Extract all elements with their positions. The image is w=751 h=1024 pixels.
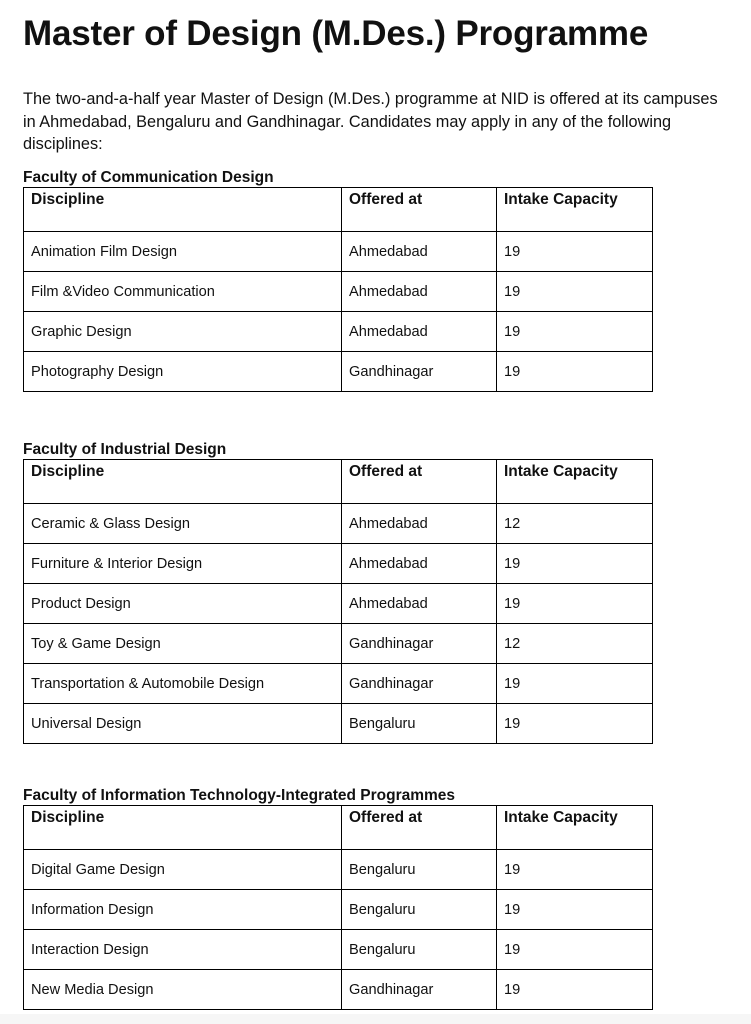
cell-discipline: Graphic Design [24, 312, 342, 352]
cell-intake: 12 [497, 504, 653, 544]
column-header-discipline: Discipline [24, 188, 342, 232]
cell-intake: 19 [497, 850, 653, 890]
table-it-integrated-programmes [23, 805, 653, 1010]
cell-offered-at: Gandhinagar [342, 352, 497, 392]
cell-intake: 19 [497, 890, 653, 930]
column-header-offered-at: Offered at [342, 460, 497, 504]
cell-discipline: Photography Design [24, 352, 342, 392]
table-row [24, 704, 653, 744]
table-row [24, 850, 653, 890]
cell-intake: 19 [497, 352, 653, 392]
cell-offered-at: Gandhinagar [342, 624, 497, 664]
column-header-discipline: Discipline [24, 806, 342, 850]
cell-intake: 12 [497, 624, 653, 664]
cell-discipline: Information Design [24, 890, 342, 930]
column-header-discipline: Discipline [24, 460, 342, 504]
table-row [24, 930, 653, 970]
section-heading-communication: Faculty of Communication Design [23, 169, 274, 186]
cell-intake: 19 [497, 272, 653, 312]
cell-discipline: Universal Design [24, 704, 342, 744]
cell-discipline: Interaction Design [24, 930, 342, 970]
cell-offered-at: Ahmedabad [342, 544, 497, 584]
cell-intake: 19 [497, 544, 653, 584]
table-row [24, 272, 653, 312]
column-header-offered-at: Offered at [342, 806, 497, 850]
table-header-row [24, 806, 653, 850]
column-header-intake-capacity: Intake Capacity [497, 806, 653, 850]
cell-intake: 19 [497, 930, 653, 970]
table-row [24, 624, 653, 664]
table-header-row [24, 188, 653, 232]
cell-intake: 19 [497, 970, 653, 1010]
cell-intake: 19 [497, 664, 653, 704]
column-header-offered-at: Offered at [342, 188, 497, 232]
cell-offered-at: Gandhinagar [342, 970, 497, 1010]
table-row [24, 504, 653, 544]
table-row [24, 352, 653, 392]
section-heading-it-integrated: Faculty of Information Technology-Integrated Programmes [23, 787, 456, 804]
cell-discipline: Toy & Game Design [24, 624, 342, 664]
cell-discipline: Furniture & Interior Design [24, 544, 342, 584]
cell-discipline: Digital Game Design [24, 850, 342, 890]
cell-discipline: Ceramic & Glass Design [24, 504, 342, 544]
cell-offered-at: Ahmedabad [342, 272, 497, 312]
cell-intake: 19 [497, 704, 653, 744]
cell-intake: 19 [497, 232, 653, 272]
intro-paragraph: The two-and-a-half year Master of Design (M.Des.) programme at NID is offered at its campuses in Ahmedabad, Bengaluru and Gandhinagar. Candidates may apply in any of the following disciplines: [23, 90, 718, 153]
cell-offered-at: Ahmedabad [342, 584, 497, 624]
cell-intake: 19 [497, 584, 653, 624]
section-heading-industrial: Faculty of Industrial Design [23, 441, 227, 458]
cell-offered-at: Ahmedabad [342, 232, 497, 272]
table-row [24, 664, 653, 704]
table-row [24, 890, 653, 930]
table-communication-design [23, 187, 653, 392]
column-header-intake-capacity: Intake Capacity [497, 460, 653, 504]
cell-offered-at: Bengaluru [342, 930, 497, 970]
cell-offered-at: Bengaluru [342, 850, 497, 890]
table-header-row [24, 460, 653, 504]
table-row [24, 544, 653, 584]
table-row [24, 584, 653, 624]
table-row [24, 232, 653, 272]
cell-discipline: Product Design [24, 584, 342, 624]
cell-intake: 19 [497, 312, 653, 352]
column-header-intake-capacity: Intake Capacity [497, 188, 653, 232]
cell-discipline: New Media Design [24, 970, 342, 1010]
cell-offered-at: Ahmedabad [342, 312, 497, 352]
page-bottom-edge [0, 1014, 751, 1024]
cell-discipline: Transportation & Automobile Design [24, 664, 342, 704]
cell-offered-at: Ahmedabad [342, 504, 497, 544]
cell-offered-at: Bengaluru [342, 704, 497, 744]
cell-discipline: Film &Video Communication [24, 272, 342, 312]
table-industrial-design [23, 459, 653, 744]
page-title: Master of Design (M.Des.) Programme [23, 14, 649, 53]
cell-offered-at: Bengaluru [342, 890, 497, 930]
table-row [24, 970, 653, 1010]
cell-offered-at: Gandhinagar [342, 664, 497, 704]
table-row [24, 312, 653, 352]
cell-discipline: Animation Film Design [24, 232, 342, 272]
